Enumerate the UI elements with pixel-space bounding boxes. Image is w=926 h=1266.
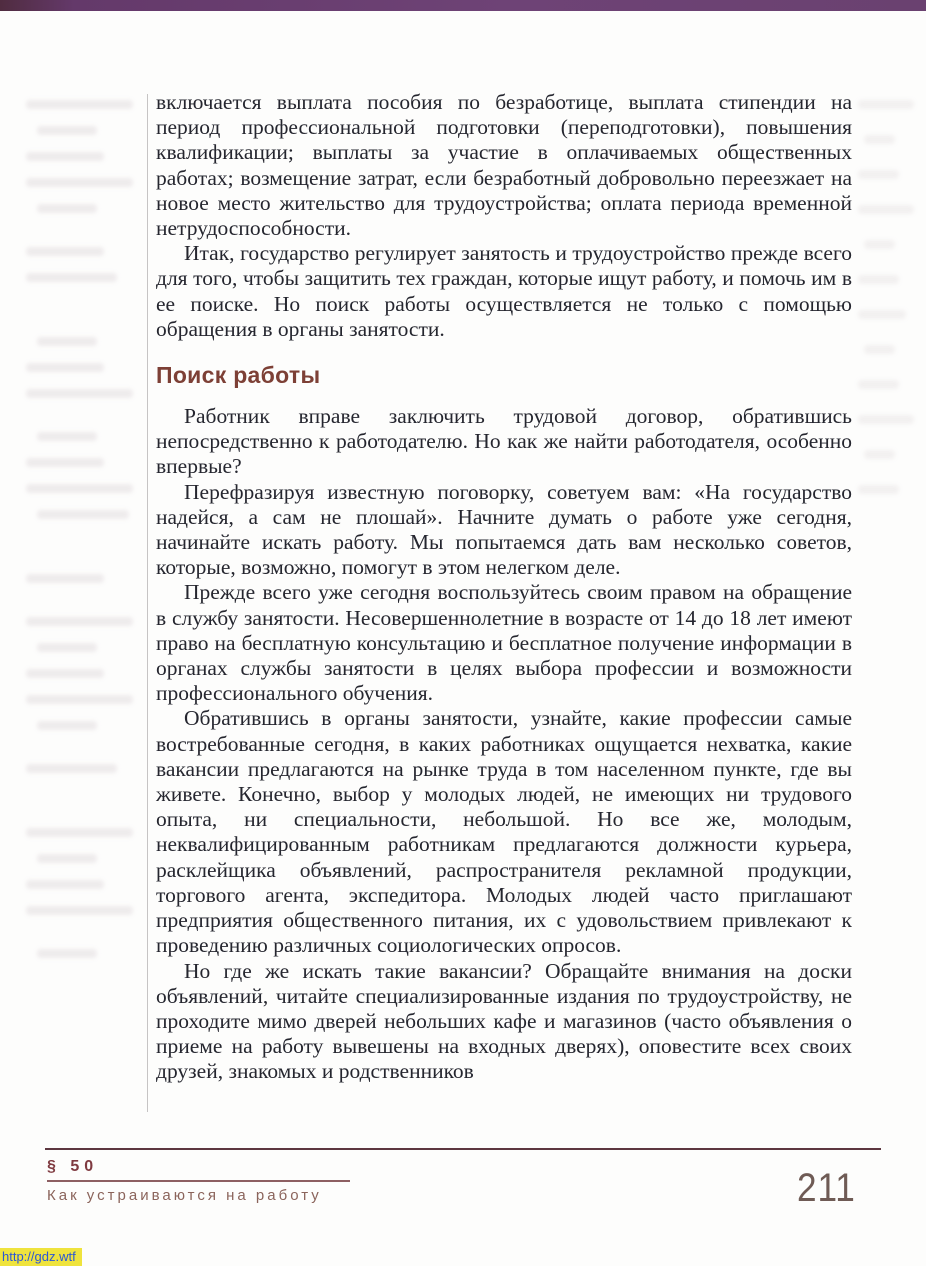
body-text-column bbox=[156, 90, 852, 1085]
paragraph: Прежде всего уже сегодня воспользуйтесь своим правом на обращение в службу занятости. Несовершеннолетние в возрасте от 14 до 18 лет имеют право на бесплатную консультацию и бесплатное получение информации в органах службы занятости в целях выбора профессии и возможности профессионального обучения. bbox=[156, 580, 852, 706]
page-number: 211 bbox=[797, 1166, 856, 1210]
section-title: Как устраиваются на работу bbox=[47, 1187, 322, 1204]
bleed-through-text-right bbox=[858, 100, 918, 520]
paragraph: Обратившись в органы занятости, узнайте, какие профессии самые востребованные сегодня, в каких работниках ощущается нехватка, какие вакансии предлагаются на рынке труда в том населенном пункте, где вы живете. Конечно, выбор у молодых людей, не имеющих ни трудового опыта, ни специальности, небольшой. Но все же, молодым, неквалифицированным работникам предлагаются должности курьера, расклейщика объявлений, распространителя рекламной продукции, торгового агента, экспедитора. Молодых людей часто приглашают предприятия общественного питания, их с удовольствием привлекают к проведению различных социологических опросов. bbox=[156, 706, 852, 958]
paragraph: Работник вправе заключить трудовой договор, обратившись непосредственно к работодателю. Но как же найти работодателя, особенно впервые? bbox=[156, 404, 852, 479]
page-top-edge-bar bbox=[0, 0, 926, 11]
paragraph: Но где же искать такие вакансии? Обращайте внимания на доски объявлений, читайте специализированные издания по трудоустройству, не проходите мимо дверей небольших кафе и магазинов (часто объявления о приеме на работу вывешены на входных дверях), оповестите всех своих друзей, знакомых и родственников bbox=[156, 958, 852, 1084]
paragraph: включается выплата пособия по безработице, выплата стипендии на период профессиональной подготовки (переподготовки), повышения квалификации; выплаты за участие в оплачиваемых общественных работах; возмещение затрат, если безработный добровольно переезжает на новое место жительство для трудоустройства; оплата периода временной нетрудоспособности. bbox=[156, 90, 852, 241]
section-number: § 50 bbox=[47, 1158, 99, 1175]
section-underline bbox=[47, 1180, 350, 1182]
section-heading: Поиск работы bbox=[156, 362, 321, 389]
paragraph: Итак, государство регулирует занятость и трудоустройство прежде всего для того, чтобы защитить тех граждан, которые ищут работу, и помочь им в ее поиске. Но поиск работы осуществляется не только с помощью обращения в органы занятости. bbox=[156, 241, 852, 341]
footer-rule bbox=[45, 1148, 881, 1150]
bleed-through-text-left bbox=[26, 100, 140, 975]
text-column-divider bbox=[147, 94, 148, 1112]
watermark-url: http://gdz.wtf bbox=[0, 1248, 82, 1266]
footer-section-info bbox=[47, 1158, 350, 1204]
paragraph: Перефразируя известную поговорку, советуем вам: «На государство надейся, а сам не плошай». Начните думать о работе уже сегодня, начинайте искать работу. Мы попытаемся дать вам несколько советов, которые, возможно, помогут в этом нелегком деле. bbox=[156, 479, 852, 580]
